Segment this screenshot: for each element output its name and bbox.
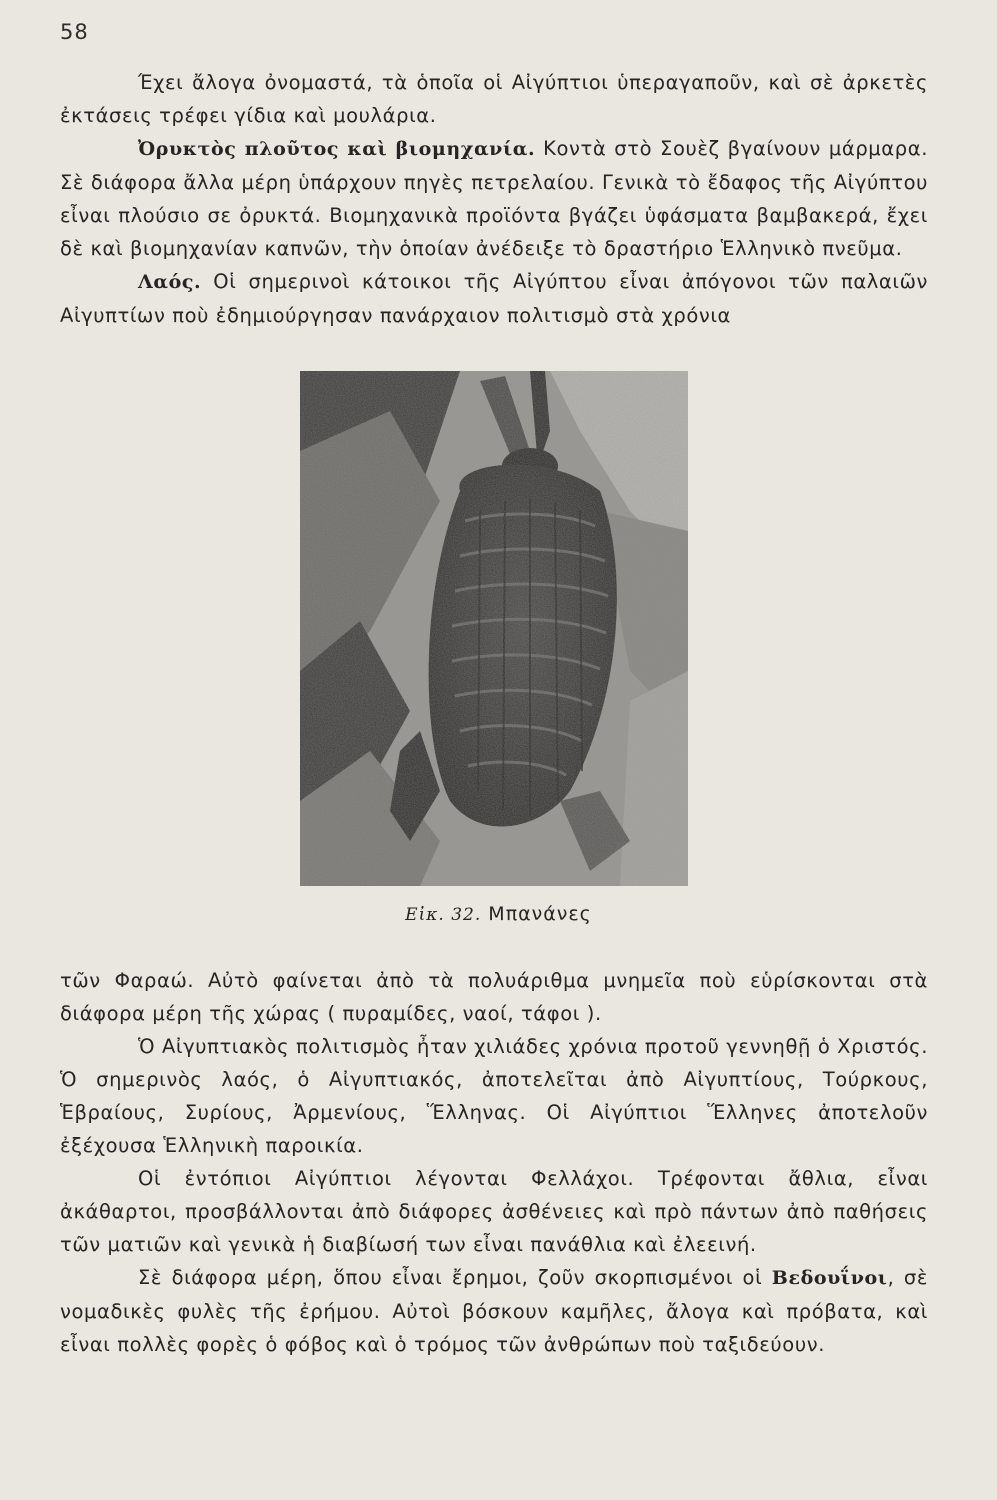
- paragraph: [60, 964, 928, 1030]
- bananas-photo-illustration: [300, 371, 688, 886]
- bananas-photo: [300, 371, 688, 886]
- text-run: τῶν Φαραώ. Αὐτὸ φαίνεται ἀπὸ τὰ πολυάριθμα μνημεῖα ποὺ εὑρίσκονται στὰ διάφορα μέρη τῆς χώρας ( πυραμίδες, ναοί, τάφοι ).: [60, 969, 928, 1025]
- paragraph: [60, 66, 928, 132]
- upper-text-block: [60, 66, 928, 332]
- lower-text-block: [60, 964, 928, 1361]
- paragraph: [60, 265, 928, 332]
- text-run: Ὁ Αἰγυπτιακὸς πολιτισμὸς ἦταν χιλιάδες χρόνια προτοῦ γεννηθῇ ὁ Χριστός. Ὁ σημερινὸς λαός, ὁ Αἰγυπτιακός, ἀποτελεῖται ἀπὸ Αἰγυπτίους, Τούρκους, Ἑβραίους, Συρίους, Ἀρμενίους, Ἕλληνας. Οἱ Αἰγύπτιοι Ἕλληνες ἀποτελοῦν ἐξέχουσα Ἑλληνικὴ παροικία.: [60, 1035, 928, 1157]
- bold-heading-run: Λαός.: [138, 271, 202, 293]
- text-run: Οἱ σημερινοὶ κάτοικοι τῆς Αἰγύπτου εἶναι ἀπόγονοι τῶν παλαιῶν Αἰγυπτίων ποὺ ἐδημιούργησαν πανάρχαιον πολιτισμὸ στὰ χρόνια: [60, 270, 928, 327]
- bold-heading-run: Ὀρυκτὸς πλοῦτος καὶ βιομηχανία.: [138, 138, 536, 160]
- paragraph: [60, 1030, 928, 1162]
- text-run: Οἱ ἐντόπιοι Αἰγύπτιοι λέγονται Φελλάχοι. Τρέφονται ἄθλια, εἶναι ἀκάθαρτοι, προσβάλλονται ἀπὸ διάφορες ἀσθένειες καὶ πρὸ πάντων ἀπὸ παθήσεις τῶν ματιῶν καὶ γενικὰ ἡ διαβίωσή των εἶναι πανάθλια καὶ ἐλεεινή.: [60, 1167, 928, 1256]
- paragraph: [60, 1162, 928, 1261]
- text-run: Κοντὰ στὸ Σουὲζ βγαίνουν μάρμαρα. Σὲ διάφορα ἄλλα μέρη ὑπάρχουν πηγὲς πετρελαίου. Γενικὰ τὸ ἔδαφος τῆς Αἰγύπτου εἶναι πλούσιο σε ὀρυκτά. Βιομηχανικὰ προϊόντα βγάζει ὑφάσματα βαμβακερά, ἔχει δὲ καὶ βιομηχανίαν καπνῶν, τὴν ὁποίαν ἀνέδειξε τὸ δραστήριο Ἑλληνικὸ πνεῦμα.: [60, 137, 928, 260]
- bold-heading-run: Βεδουΐνοι: [771, 1267, 888, 1289]
- page-number: 58: [60, 20, 89, 44]
- figure-number: Εἰκ. 32.: [405, 905, 482, 925]
- paragraph: [60, 1261, 928, 1361]
- text-run: Έχει ἄλογα ὀνομαστά, τὰ ὁποῖα οἱ Αἰγύπτιοι ὑπεραγαποῦν, καὶ σὲ ἀρκετὲς ἐκτάσεις τρέφει γίδια καὶ μουλάρια.: [60, 71, 928, 127]
- paragraph: [60, 132, 928, 265]
- text-run: Σὲ διάφορα μέρη, ὅπου εἶναι ἔρημοι, ζοῦν σκορπισμένοι οἱ: [138, 1266, 772, 1289]
- figure-caption: [0, 903, 997, 925]
- figure-title: Μπανάνες: [488, 903, 592, 925]
- text-run: , σὲ νομαδικὲς φυλὲς τῆς ἐρήμου. Αὐτοὶ βόσκουν καμῆλες, ἄλογα καὶ πρόβατα, καὶ εἶναι πολλὲς φορὲς ὁ φόβος καὶ ὁ τρόμος τῶν ἀνθρώπων ποὺ ταξιδεύουν.: [60, 1266, 928, 1356]
